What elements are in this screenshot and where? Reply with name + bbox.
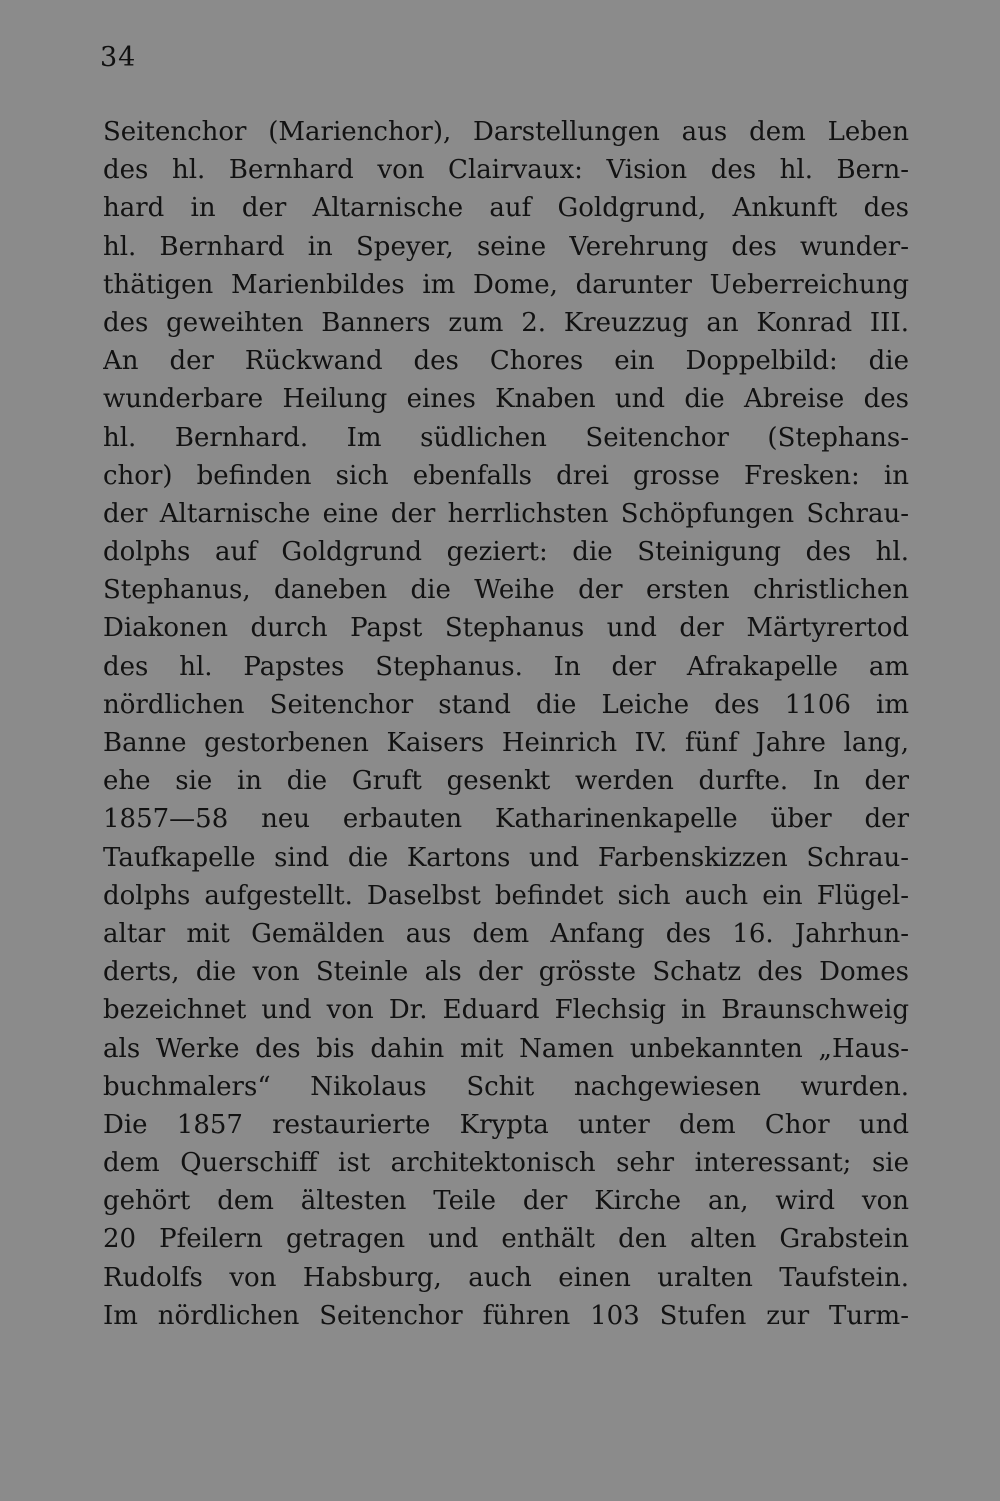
text-line: An der Rückwand des Chores ein Doppelbild: die [103, 346, 909, 377]
text-line: Banne gestorbenen Kaisers Heinrich IV. fünf Jahre lang, [103, 728, 909, 758]
text-line: Die 1857 restaurierte Krypta unter dem Chor und [103, 1109, 909, 1140]
text-line: altar mit Gemälden aus dem Anfang des 16. Jahrhun- [103, 918, 909, 949]
text-line: als Werke des bis dahin mit Namen unbekannten „Haus- [103, 1033, 909, 1064]
text-line: des hl. Papstes Stephanus. In der Afrakapelle am [103, 651, 909, 682]
text-line: derts, die von Steinle als der grösste Schatz des Domes [103, 957, 909, 988]
text-line: ehe sie in die Gruft gesenkt werden durfte. In der [103, 766, 909, 797]
body-text [103, 113, 909, 1335]
text-line: hard in der Altarnische auf Goldgrund, Ankunft des [103, 193, 909, 224]
text-line: bezeichnet und von Dr. Eduard Flechsig in Braunschweig [103, 995, 909, 1026]
text-line: Diakonen durch Papst Stephanus und der Märtyrertod [103, 613, 909, 644]
text-line: dolphs auf Goldgrund geziert: die Steinigung des hl. [103, 537, 909, 568]
text-line: chor) befinden sich ebenfalls drei grosse Fresken: in [103, 460, 909, 491]
text-line: Rudolfs von Habsburg, auch einen uralten Taufstein. [103, 1262, 909, 1293]
text-line: gehört dem ältesten Teile der Kirche an, wird von [103, 1186, 909, 1217]
text-line: dolphs aufgestellt. Daselbst befindet sich auch ein Flügel- [103, 880, 909, 911]
text-line: 20 Pfeilern getragen und enthält den alten Grabstein [103, 1224, 909, 1255]
text-line: buchmalers“ Nikolaus Schit nachgewiesen wurden. [103, 1071, 909, 1102]
text-line: hl. Bernhard in Speyer, seine Verehrung des wunder- [103, 231, 909, 262]
text-line: 1857—58 neu erbauten Katharinenkapelle über der [103, 804, 909, 835]
text-line: Seitenchor (Marienchor), Darstellungen aus dem Leben [103, 117, 909, 147]
page-number: 34 [100, 42, 137, 73]
text-line: der Altarnische eine der herrlichsten Schöpfungen Schrau- [103, 498, 909, 529]
text-line: Taufkapelle sind die Kartons und Farbenskizzen Schrau- [103, 842, 909, 873]
text-line: dem Querschiff ist architektonisch sehr interessant; sie [103, 1148, 909, 1179]
text-line: wunderbare Heilung eines Knaben und die Abreise des [103, 384, 909, 415]
text-line: hl. Bernhard. Im südlichen Seitenchor (Stephans- [103, 422, 909, 453]
text-line: des geweihten Banners zum 2. Kreuzzug an Konrad III. [103, 307, 909, 338]
text-line: Stephanus, daneben die Weihe der ersten christlichen [103, 575, 909, 606]
text-line: nördlichen Seitenchor stand die Leiche des 1106 im [103, 689, 909, 720]
text-line: des hl. Bernhard von Clairvaux: Vision des hl. Bern- [103, 155, 909, 186]
text-line: thätigen Marienbildes im Dome, darunter Ueberreichung [103, 269, 909, 300]
text-line: Im nördlichen Seitenchor führen 103 Stufen zur Turm- [103, 1300, 909, 1331]
